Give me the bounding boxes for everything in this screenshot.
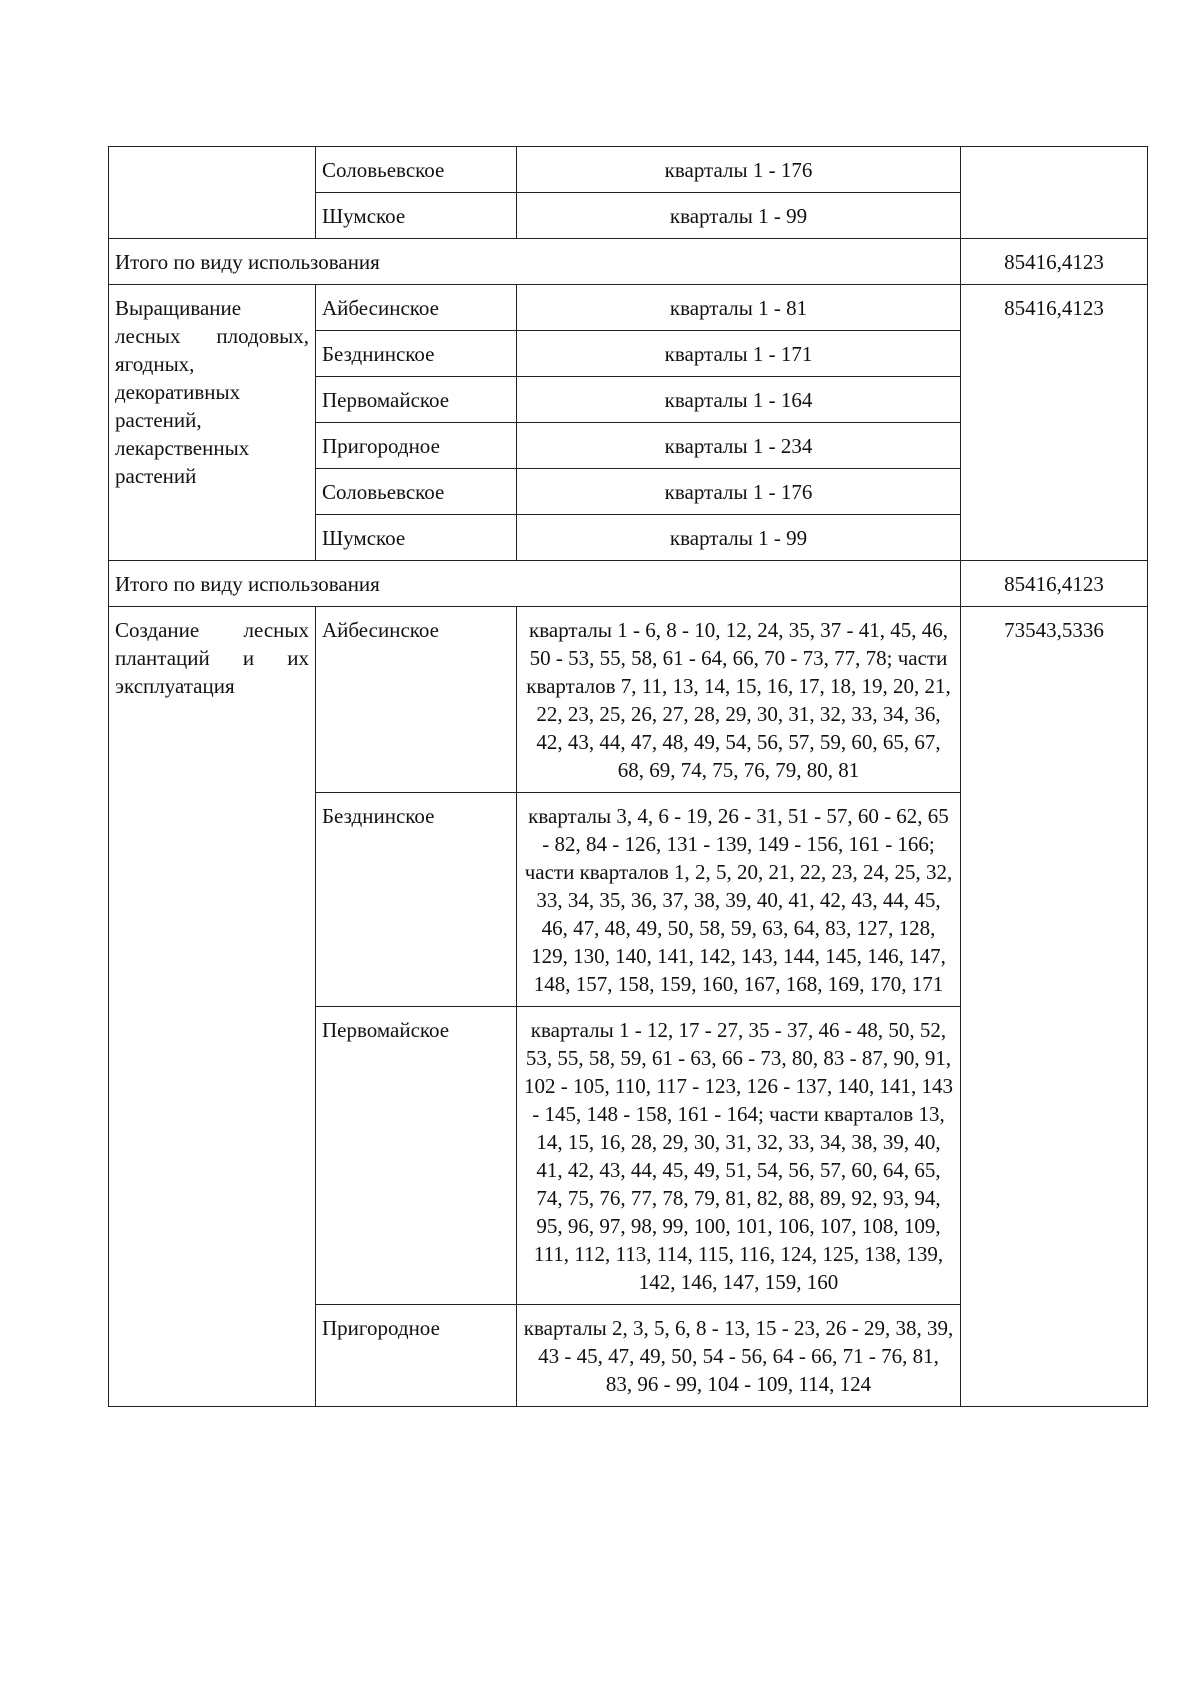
range-cell: кварталы 1 - 171 xyxy=(517,331,961,377)
total-label: Итого по виду использования xyxy=(109,561,961,607)
table-row xyxy=(109,285,1148,331)
range-cell: кварталы 3, 4, 6 - 19, 26 - 31, 51 - 57, 60 - 62, 65 - 82, 84 - 126, 131 - 139, 149 - 156, 161 - 166; части кварталов 1, 2, 5, 20, 21, 22, 23, 24, 25, 32, 33, 34, 35, 36, 37, 38, 39, 40, 41, 42, 43, 44, 45, 46, 47, 48, 49, 50, 58, 59, 63, 64, 83, 127, 128, 129, 130, 140, 141, 142, 143, 144, 145, 146, 147, 148, 157, 158, 159, 160, 167, 168, 169, 170, 171 xyxy=(517,793,961,1007)
table-row xyxy=(109,607,1148,793)
total-value: 85416,4123 xyxy=(961,561,1148,607)
forestry-cell: Айбесинское xyxy=(316,607,517,793)
forestry-cell: Безднинское xyxy=(316,331,517,377)
forestry-cell: Пригородное xyxy=(316,423,517,469)
forestry-cell: Первомайское xyxy=(316,1007,517,1305)
forest-use-table xyxy=(108,146,1148,1407)
area-cell-empty xyxy=(961,147,1148,239)
range-cell: кварталы 1 - 99 xyxy=(517,515,961,561)
range-cell: кварталы 1 - 164 xyxy=(517,377,961,423)
total-row xyxy=(109,239,1148,285)
forestry-cell: Шумское xyxy=(316,515,517,561)
forestry-cell: Пригородное xyxy=(316,1305,517,1407)
forestry-cell: Соловьевское xyxy=(316,469,517,515)
forestry-cell: Соловьевское xyxy=(316,147,517,193)
forestry-cell: Безднинское xyxy=(316,793,517,1007)
area-cell: 85416,4123 xyxy=(961,285,1148,561)
forestry-cell: Первомайское xyxy=(316,377,517,423)
total-row xyxy=(109,561,1148,607)
range-cell: кварталы 1 - 176 xyxy=(517,469,961,515)
table-row xyxy=(109,147,1148,193)
use-type-cell: Создание лесных плантаций и их эксплуатация xyxy=(109,607,316,1407)
range-cell: кварталы 1 - 234 xyxy=(517,423,961,469)
use-type-cell: Выращивание лесных плодовых, ягодных, декоративных растений, лекарственных растений xyxy=(109,285,316,561)
total-value: 85416,4123 xyxy=(961,239,1148,285)
range-cell: кварталы 1 - 176 xyxy=(517,147,961,193)
area-cell: 73543,5336 xyxy=(961,607,1148,1407)
range-cell: кварталы 1 - 99 xyxy=(517,193,961,239)
total-label: Итого по виду использования xyxy=(109,239,961,285)
range-cell: кварталы 1 - 81 xyxy=(517,285,961,331)
range-cell: кварталы 2, 3, 5, 6, 8 - 13, 15 - 23, 26 - 29, 38, 39, 43 - 45, 47, 49, 50, 54 - 56, 64 - 66, 71 - 76, 81, 83, 96 - 99, 104 - 109, 114, 124 xyxy=(517,1305,961,1407)
range-cell: кварталы 1 - 12, 17 - 27, 35 - 37, 46 - 48, 50, 52, 53, 55, 58, 59, 61 - 63, 66 - 73, 80, 83 - 87, 90, 91, 102 - 105, 110, 117 - 123, 126 - 137, 140, 141, 143 - 145, 148 - 158, 161 - 164; части кварталов 13, 14, 15, 16, 28, 29, 30, 31, 32, 33, 34, 38, 39, 40, 41, 42, 43, 44, 45, 49, 51, 54, 56, 57, 60, 64, 65, 74, 75, 76, 77, 78, 79, 81, 82, 88, 89, 92, 93, 94, 95, 96, 97, 98, 99, 100, 101, 106, 107, 108, 109, 111, 112, 113, 114, 115, 116, 124, 125, 138, 139, 142, 146, 147, 159, 160 xyxy=(517,1007,961,1305)
forestry-cell: Шумское xyxy=(316,193,517,239)
range-cell: кварталы 1 - 6, 8 - 10, 12, 24, 35, 37 - 41, 45, 46, 50 - 53, 55, 58, 61 - 64, 66, 70 - 73, 77, 78; части кварталов 7, 11, 13, 14, 15, 16, 17, 18, 19, 20, 21, 22, 23, 25, 26, 27, 28, 29, 30, 31, 32, 33, 34, 36, 42, 43, 44, 47, 48, 49, 54, 56, 57, 59, 60, 65, 67, 68, 69, 74, 75, 76, 79, 80, 81 xyxy=(517,607,961,793)
forestry-cell: Айбесинское xyxy=(316,285,517,331)
use-type-cell-empty xyxy=(109,147,316,239)
